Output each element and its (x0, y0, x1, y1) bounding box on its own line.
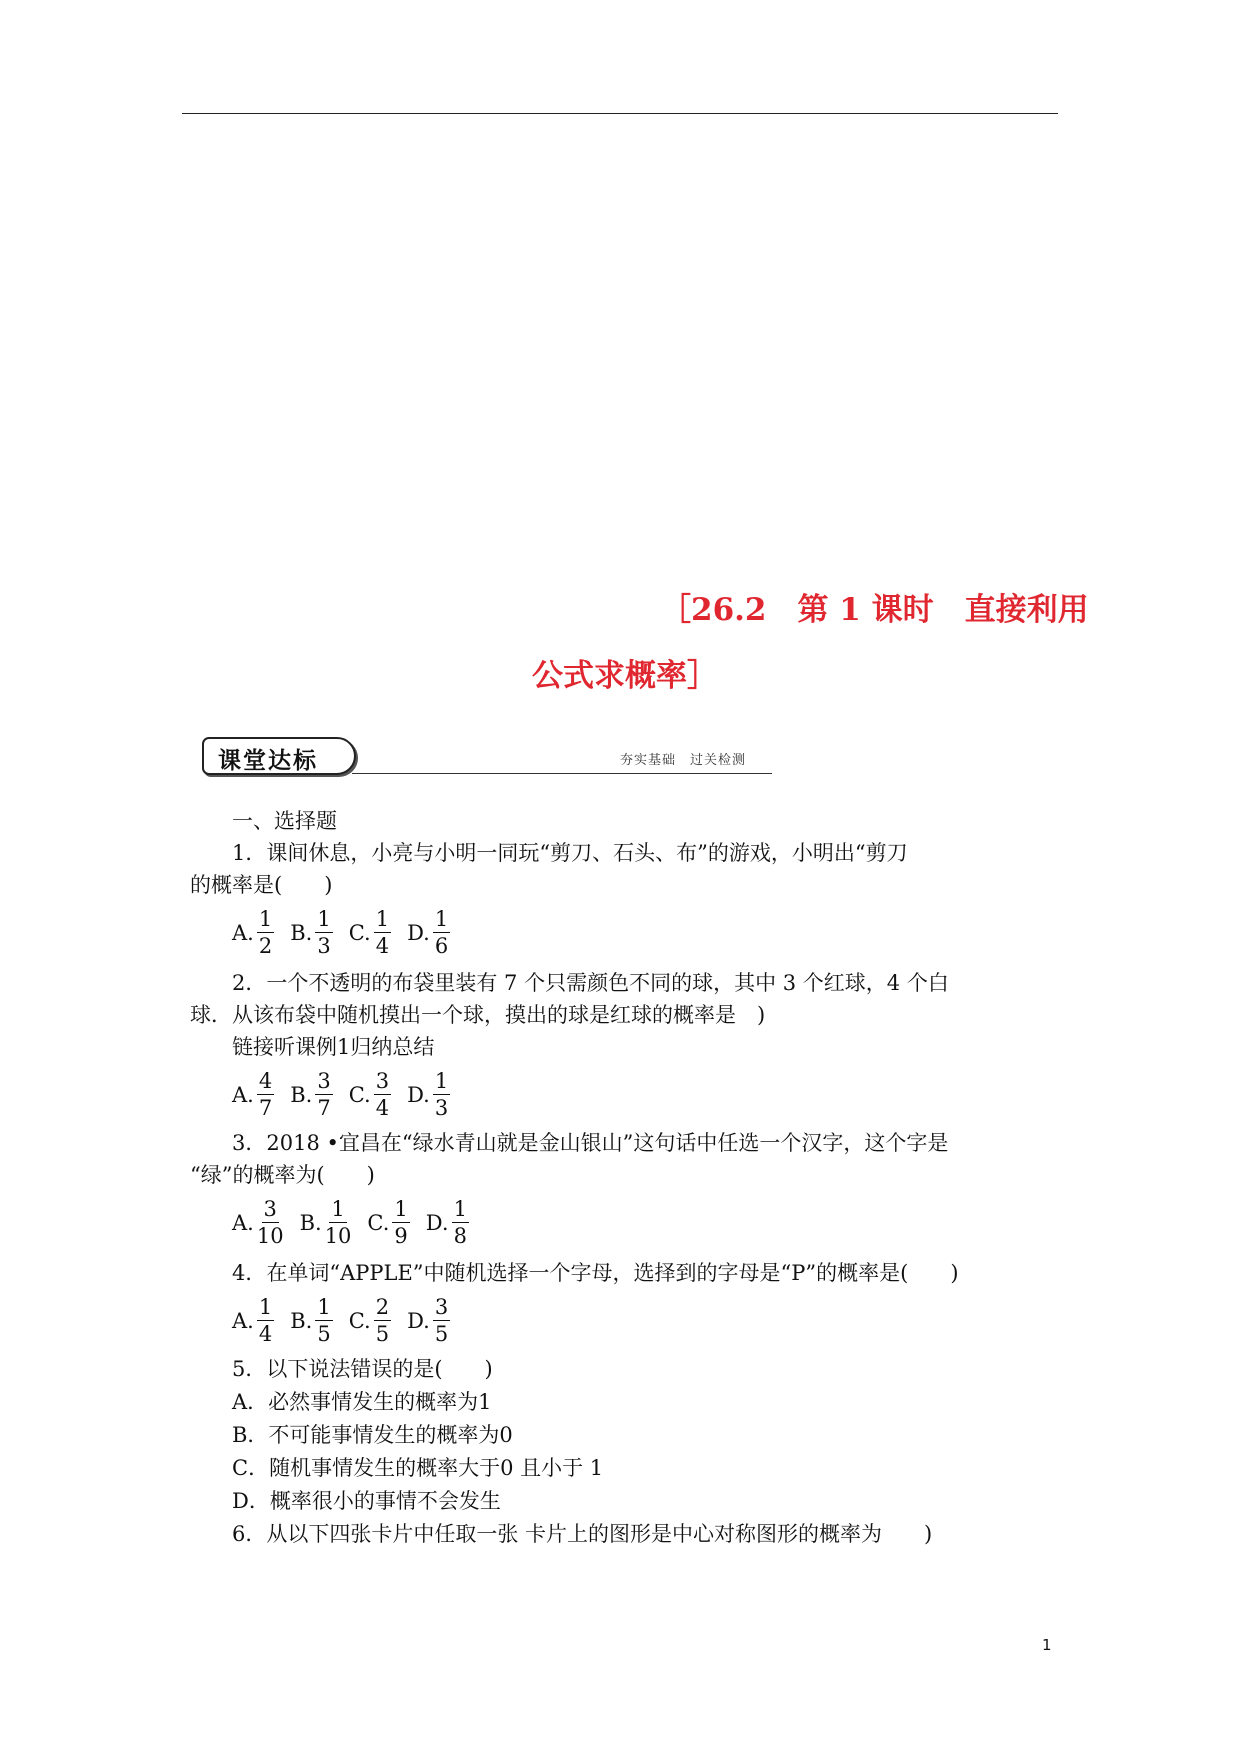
option-a: A. $\frac{1}{2}$ (232, 907, 273, 958)
lesson-title-line1: ［26.2 第 1 课时 直接利用 (660, 592, 1089, 628)
question-5-option-c: C．随机事情发生的概率大于0 且小于 1 (232, 1456, 604, 1480)
section-badge-label: 课堂达标 (218, 748, 318, 774)
option-c: C. $\frac{1}{9}$ (367, 1197, 408, 1248)
question-3-line2: “绿”的概率为( ) (190, 1163, 375, 1187)
question-2-note: 链接听课例1归纳总结 (232, 1035, 435, 1059)
option-c: C. $\frac{1}{4}$ (348, 907, 390, 958)
question-3-line1: 3．2018 •宜昌在“绿水青山就是金山银山”这句话中任选一个汉字，这个字是 (232, 1131, 949, 1155)
section-tagline: 夯实基础 过关检测 (620, 753, 747, 768)
option-a: A. $\frac{3}{10}$ (232, 1197, 284, 1248)
option-d: D. $\frac{1}{6}$ (407, 907, 449, 958)
question-2-line2: 球．从该布袋中随机摸出一个球，摸出的球是红球的概率是 ) (190, 1003, 766, 1027)
question-2-line1: 2．一个不透明的布袋里装有 7 个只需颜色不同的球，其中 3 个红球，4 个白 (232, 971, 949, 995)
header-rule (182, 113, 1058, 114)
fraction: $\frac{1}{10}$ (324, 1197, 352, 1248)
section-heading: 一、选择题 (232, 809, 337, 833)
fraction: $\frac{1}{4}$ (258, 1295, 273, 1346)
question-4-line1: 4．在单词“APPLE”中随机选择一个字母，选择到的字母是“P”的概率是( ) (232, 1261, 959, 1285)
fraction: $\frac{3}{4}$ (375, 1069, 390, 1120)
option-d: D. $\frac{1}{3}$ (407, 1069, 449, 1120)
fraction: $\frac{1}{2}$ (258, 907, 273, 958)
section-badge (202, 737, 356, 775)
lesson-title-line2: 公式求概率］ (532, 658, 718, 694)
option-a: A. $\frac{1}{4}$ (232, 1295, 273, 1346)
option-b: B. $\frac{1}{5}$ (290, 1295, 331, 1346)
question-6-line1: 6．从以下四张卡片中任取一张 卡片上的图形是中心对称图形的概率为 ) (232, 1522, 933, 1546)
section-header (202, 737, 772, 777)
question-5-option-b: B．不可能事情发生的概率为0 (232, 1423, 513, 1447)
fraction: $\frac{2}{5}$ (375, 1295, 390, 1346)
fraction: $\frac{3}{5}$ (434, 1295, 449, 1346)
fraction: $\frac{1}{3}$ (317, 907, 331, 958)
fraction: $\frac{1}{6}$ (434, 907, 449, 958)
fraction: $\frac{3}{7}$ (317, 1069, 331, 1120)
question-5-line1: 5．以下说法错误的是( ) (232, 1357, 493, 1381)
fraction: $\frac{1}{4}$ (375, 907, 390, 958)
option-b: B. $\frac{1}{10}$ (299, 1197, 352, 1248)
page-number: 1 (1042, 1636, 1052, 1654)
option-d: D. $\frac{3}{5}$ (407, 1295, 449, 1346)
question-1-options (232, 906, 466, 959)
fraction: $\frac{1}{3}$ (434, 1069, 449, 1120)
question-5-option-a: A．必然事情发生的概率为1 (232, 1390, 492, 1414)
option-c: C. $\frac{2}{5}$ (348, 1295, 390, 1346)
question-2-options (232, 1068, 466, 1121)
option-b: B. $\frac{1}{3}$ (290, 907, 331, 958)
question-5-option-d: D．概率很小的事情不会发生 (232, 1489, 501, 1513)
fraction: $\frac{1}{9}$ (394, 1197, 408, 1248)
section-underline (352, 773, 772, 774)
option-b: B. $\frac{3}{7}$ (290, 1069, 331, 1120)
question-4-options (232, 1294, 466, 1347)
option-d: D. $\frac{1}{8}$ (425, 1197, 467, 1248)
fraction: $\frac{1}{5}$ (317, 1295, 331, 1346)
fraction: $\frac{4}{7}$ (258, 1069, 273, 1120)
question-1-line1: 1．课间休息，小亮与小明一同玩“剪刀、石头、布”的游戏，小明出“剪刀 (232, 841, 908, 865)
fraction: $\frac{3}{10}$ (256, 1197, 284, 1248)
fraction: $\frac{1}{8}$ (453, 1197, 467, 1248)
question-1-line2: 的概率是( ) (190, 873, 333, 897)
option-c: C. $\frac{3}{4}$ (348, 1069, 390, 1120)
option-a: A. $\frac{4}{7}$ (232, 1069, 273, 1120)
question-3-options (232, 1196, 485, 1249)
